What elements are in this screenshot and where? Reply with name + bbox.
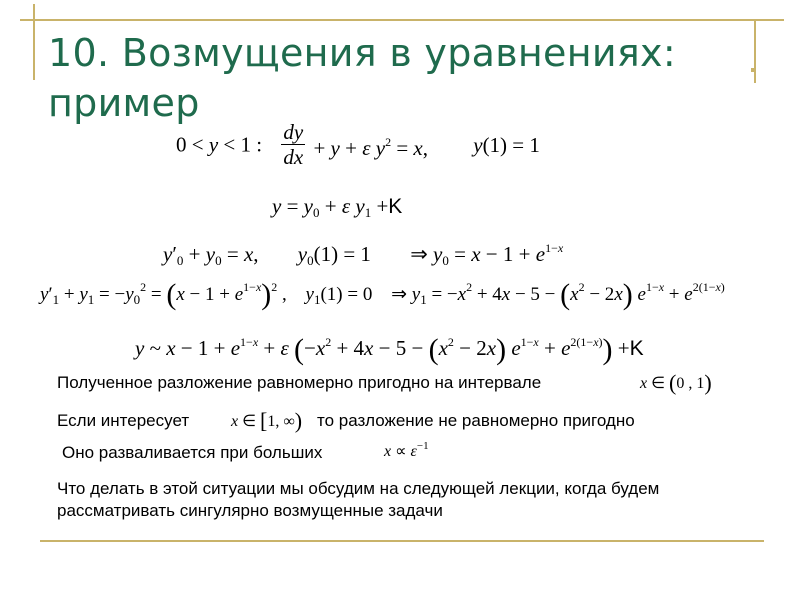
text-breaks-down: Оно разваливается при больших xyxy=(62,443,323,462)
text-conclusion: Что делать в этой ситуации мы обсудим на следующей лекции, когда будем рассматривать сингулярно возмущенные задачи xyxy=(57,479,660,520)
decoration-bottom-line xyxy=(40,540,764,542)
text-not-uniform: то разложение не равномерно пригодно xyxy=(317,411,635,430)
equation-ode: 0 < y < 1 : $\frac{dy}{dx}$ + y + ε $y^2 = x$, y(1) = 1 xyxy=(176,120,540,169)
decoration-top-line xyxy=(20,19,784,21)
equation-asymptotic-result: y ~ $x - 1 + e^{1-x} + \varepsilon$ $(-x^2 + 4x - 5 - (x^2 - 2x) e^{1-x} + e^{2(1-x)}) +K$ xyxy=(135,333,644,366)
math-interval-1-inf: x ∈ [1, ∞) xyxy=(231,408,303,433)
text-if-interested: Если интересует xyxy=(57,411,190,430)
math-interval-0-1: x ∈ (0 , 1) xyxy=(640,370,712,395)
decoration-left-line xyxy=(33,4,35,80)
slide-title: 10. Возмущения в уравнениях: пример xyxy=(48,31,676,125)
equation-first-order: $y'_1 + y_1 = -y_0^2 = (x - 1 + e^{1-x})^2$ , $y_1(1) = 0$ ⇒ $y_1 = -x^2 + 4x - 5 - (x^2 - 2x) e^{1-x} + e^{2(1-x)}$ xyxy=(40,278,725,311)
text-uniform-validity: Полученное разложение равномерно пригодно на интервале xyxy=(57,373,542,392)
equation-expansion: $y = y_0 + \varepsilon$ $y_1 +K$ xyxy=(272,194,403,220)
math-x-proportional-eps: $x \propto \varepsilon^{-1}$ xyxy=(384,440,429,460)
equation-zeroth-order: $y'_0 + y_0 = x$, $y_0(1) = 1$ ⇒ $y_0 = x - 1 + e^{1-x}$ xyxy=(163,241,564,268)
